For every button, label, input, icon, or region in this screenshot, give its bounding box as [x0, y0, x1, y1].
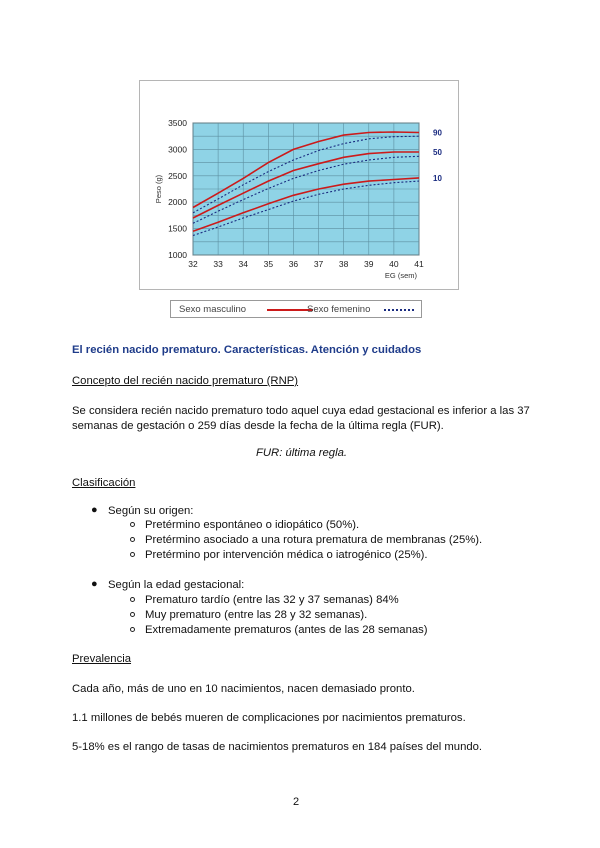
prevalence-paragraph-1: Cada año, más de uno en 10 nacimientos, nacen demasiado pronto. — [72, 683, 415, 695]
x-tick-label: 38 — [338, 259, 349, 269]
section-title: El recién nacido prematuro. Características. Atención y cuidados — [72, 344, 422, 356]
y-axis-label: Peso (g) — [154, 174, 163, 204]
origin-item: Pretérmino por intervención médica o iatrogénico (25%). — [145, 549, 428, 561]
x-tick-label: 33 — [213, 259, 223, 269]
fur-note: FUR: última regla. — [256, 447, 348, 459]
x-tick-label: 37 — [313, 259, 324, 269]
x-tick-label: 39 — [364, 259, 374, 269]
y-tick-label: 2500 — [168, 170, 187, 181]
sub-bullet — [130, 552, 135, 557]
y-tick-label: 1000 — [168, 250, 187, 260]
percentile-label: 50 — [433, 148, 442, 158]
concept-paragraph-line2: semanas de gestación o 259 días desde la fecha de la última regla (FUR). — [72, 420, 444, 432]
origin-item: Pretérmino asociado a una rotura prematura de membranas (25%). — [145, 534, 483, 546]
x-tick-label: 36 — [288, 259, 299, 269]
x-tick-label: 34 — [238, 259, 248, 269]
growth-chart — [139, 80, 459, 290]
origin-title: Según su origen: — [108, 505, 194, 517]
classification-heading: Clasificación — [72, 477, 136, 489]
prevalence-heading: Prevalencia — [72, 653, 132, 665]
prevalence-paragraph-2: 1.1 millones de bebés mueren de complicaciones por nacimientos prematuros. — [72, 712, 466, 724]
bullet-dot: ● — [91, 504, 98, 516]
sub-bullet — [130, 522, 135, 527]
y-tick-label: 3500 — [168, 118, 187, 128]
page-number: 2 — [293, 796, 300, 808]
legend-swatch-female — [384, 309, 414, 311]
x-tick-label: 41 — [414, 259, 424, 269]
gestational-age-item: Extremadamente prematuros (antes de las 28 semanas) — [145, 624, 428, 636]
percentile-label: 90 — [433, 128, 442, 138]
percentile-label: 10 — [433, 173, 442, 183]
concept-heading: Concepto del recién nacido prematuro (RNP) — [72, 375, 299, 387]
sub-bullet — [130, 627, 135, 632]
gestational-age-title: Según la edad gestacional: — [108, 579, 245, 591]
x-tick-label: 35 — [263, 259, 274, 269]
gestational-age-item: Muy prematuro (entre las 28 y 32 semanas). — [145, 609, 368, 621]
y-tick-label: 1500 — [168, 223, 187, 234]
sub-bullet — [130, 597, 135, 602]
concept-paragraph-line1: Se considera recién nacido prematuro todo aquel cuya edad gestacional es inferior a las 37 — [72, 405, 530, 417]
origin-item: Pretérmino espontáneo o idiopático (50%). — [145, 519, 360, 531]
y-tick-label: 3000 — [168, 144, 187, 155]
x-tick-label: 40 — [389, 259, 399, 269]
y-tick-label: 2000 — [168, 197, 187, 208]
bullet-dot: ● — [91, 578, 98, 590]
gestational-age-item: Prematuro tardío (entre las 32 y 37 semanas) 84% — [145, 594, 399, 606]
prevalence-paragraph-3: 5-18% es el rango de tasas de nacimientos prematuros en 184 países del mundo. — [72, 741, 483, 753]
legend-label-male: Sexo masculino — [179, 304, 247, 315]
sub-bullet — [130, 537, 135, 542]
chart-legend — [170, 300, 422, 318]
x-tick-label: 32 — [188, 259, 198, 269]
sub-bullet — [130, 612, 135, 617]
x-axis-label: EG (sem) — [384, 271, 417, 280]
legend-label-female: Sexo femenino — [307, 304, 371, 315]
